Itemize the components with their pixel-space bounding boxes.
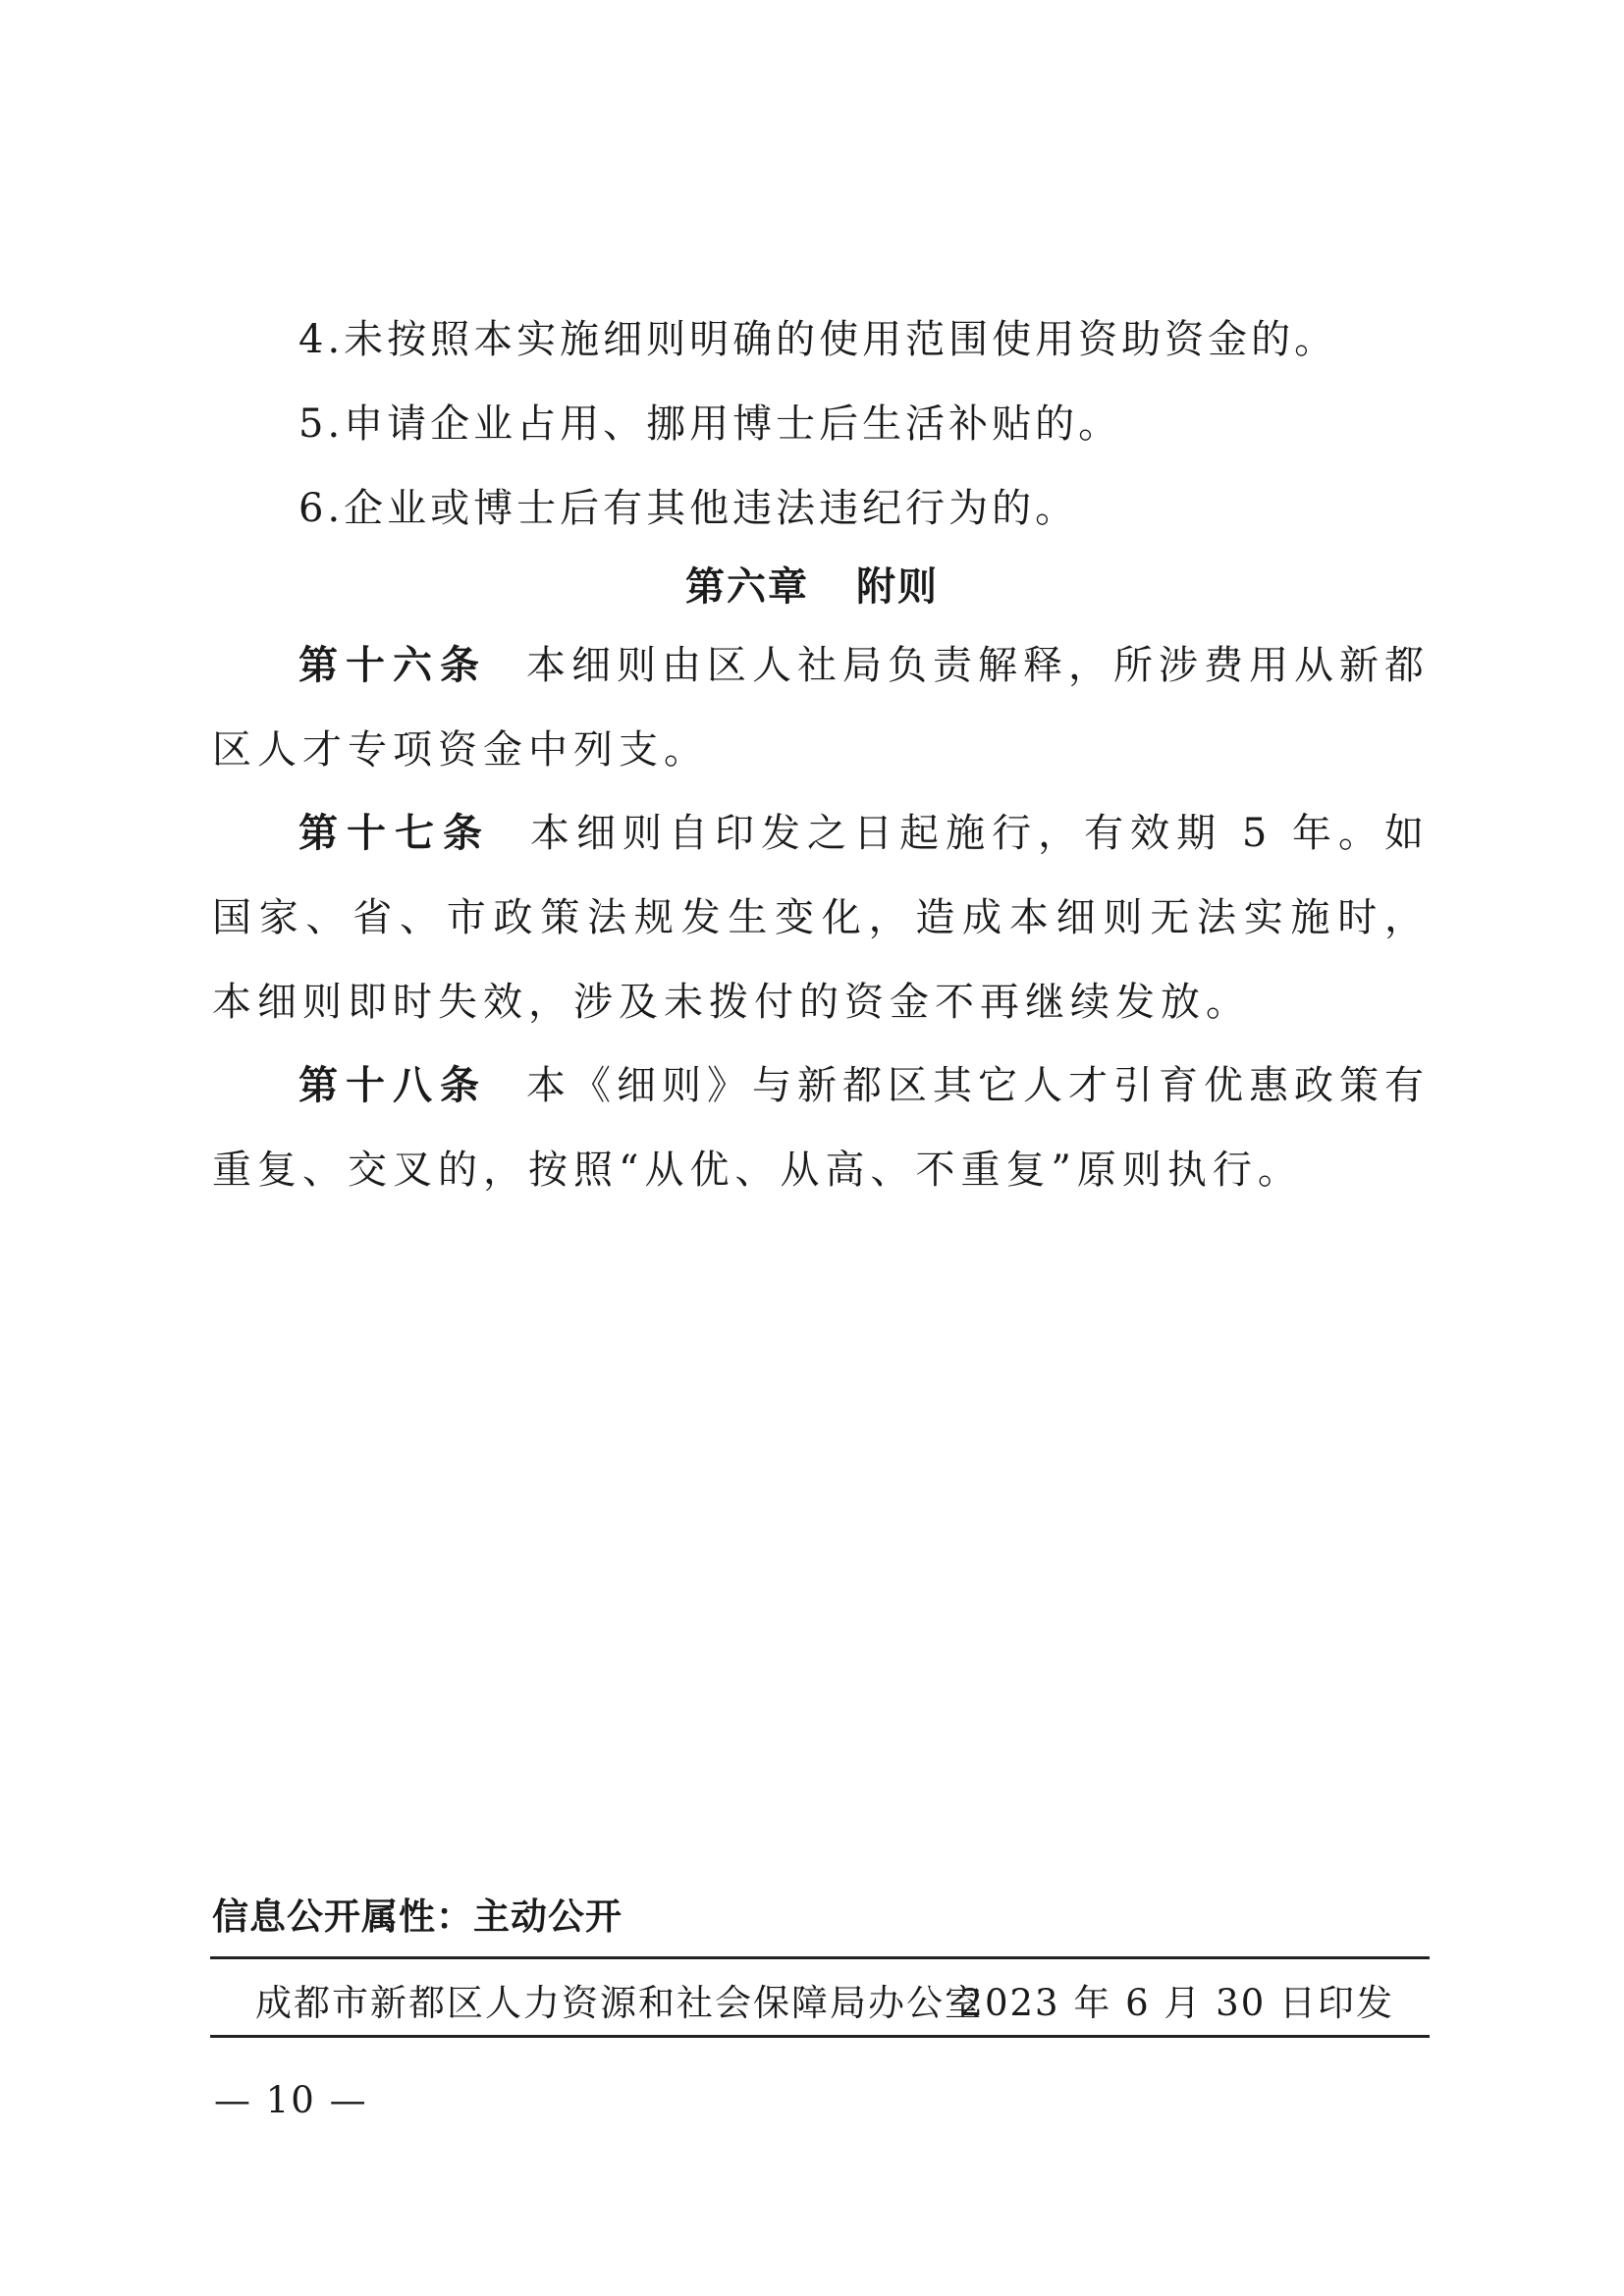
chapter-title: 附则: [856, 564, 939, 610]
article-16: [212, 623, 1430, 792]
issuer-row: [255, 1976, 1394, 2031]
article-text: 本细则由区人社局负责解释，所涉费用从新都区人才专项资金中列支。: [212, 643, 1430, 773]
article-18: [212, 1043, 1430, 1212]
article-text: 本《细则》与新都区其它人才引育优惠政策有重复、交叉的，按照“从优、从高、不重复”原则执行。: [212, 1063, 1430, 1193]
article-number: 第十七条: [298, 811, 492, 856]
disclosure-attribute: 信息公开属性：主动公开: [212, 1896, 623, 1938]
article-number: 第十八条: [298, 1063, 487, 1108]
chapter-number: 第六章: [685, 564, 809, 610]
page-number: — 10 —: [214, 2079, 368, 2121]
article-number: 第十六条: [298, 643, 487, 688]
issuer-name: 成都市新都区人力资源和社会保障局办公室: [255, 1982, 983, 2024]
footer-bottom-rule: [210, 2035, 1430, 2038]
list-item-5: 5.申请企业占用、挪用博士后生活补贴的。: [298, 401, 1122, 447]
list-item-6: 6.企业或博士后有其他违法违纪行为的。: [298, 486, 1079, 531]
chapter-heading: [0, 545, 1624, 629]
article-text: 本细则自印发之日起施行，有效期 5 年。如国家、省、市政策法规发生变化，造成本细则无法实施时，本细则即时失效，涉及未拨付的资金不再继续发放。: [212, 811, 1430, 1025]
issue-date: 2023 年 6 月 30 日印发: [959, 1982, 1394, 2024]
article-17: [212, 791, 1430, 1044]
list-item-4: 4.未按照本实施细则明确的使用范围使用资助资金的。: [298, 317, 1338, 362]
footer-top-rule: [210, 1956, 1430, 1959]
